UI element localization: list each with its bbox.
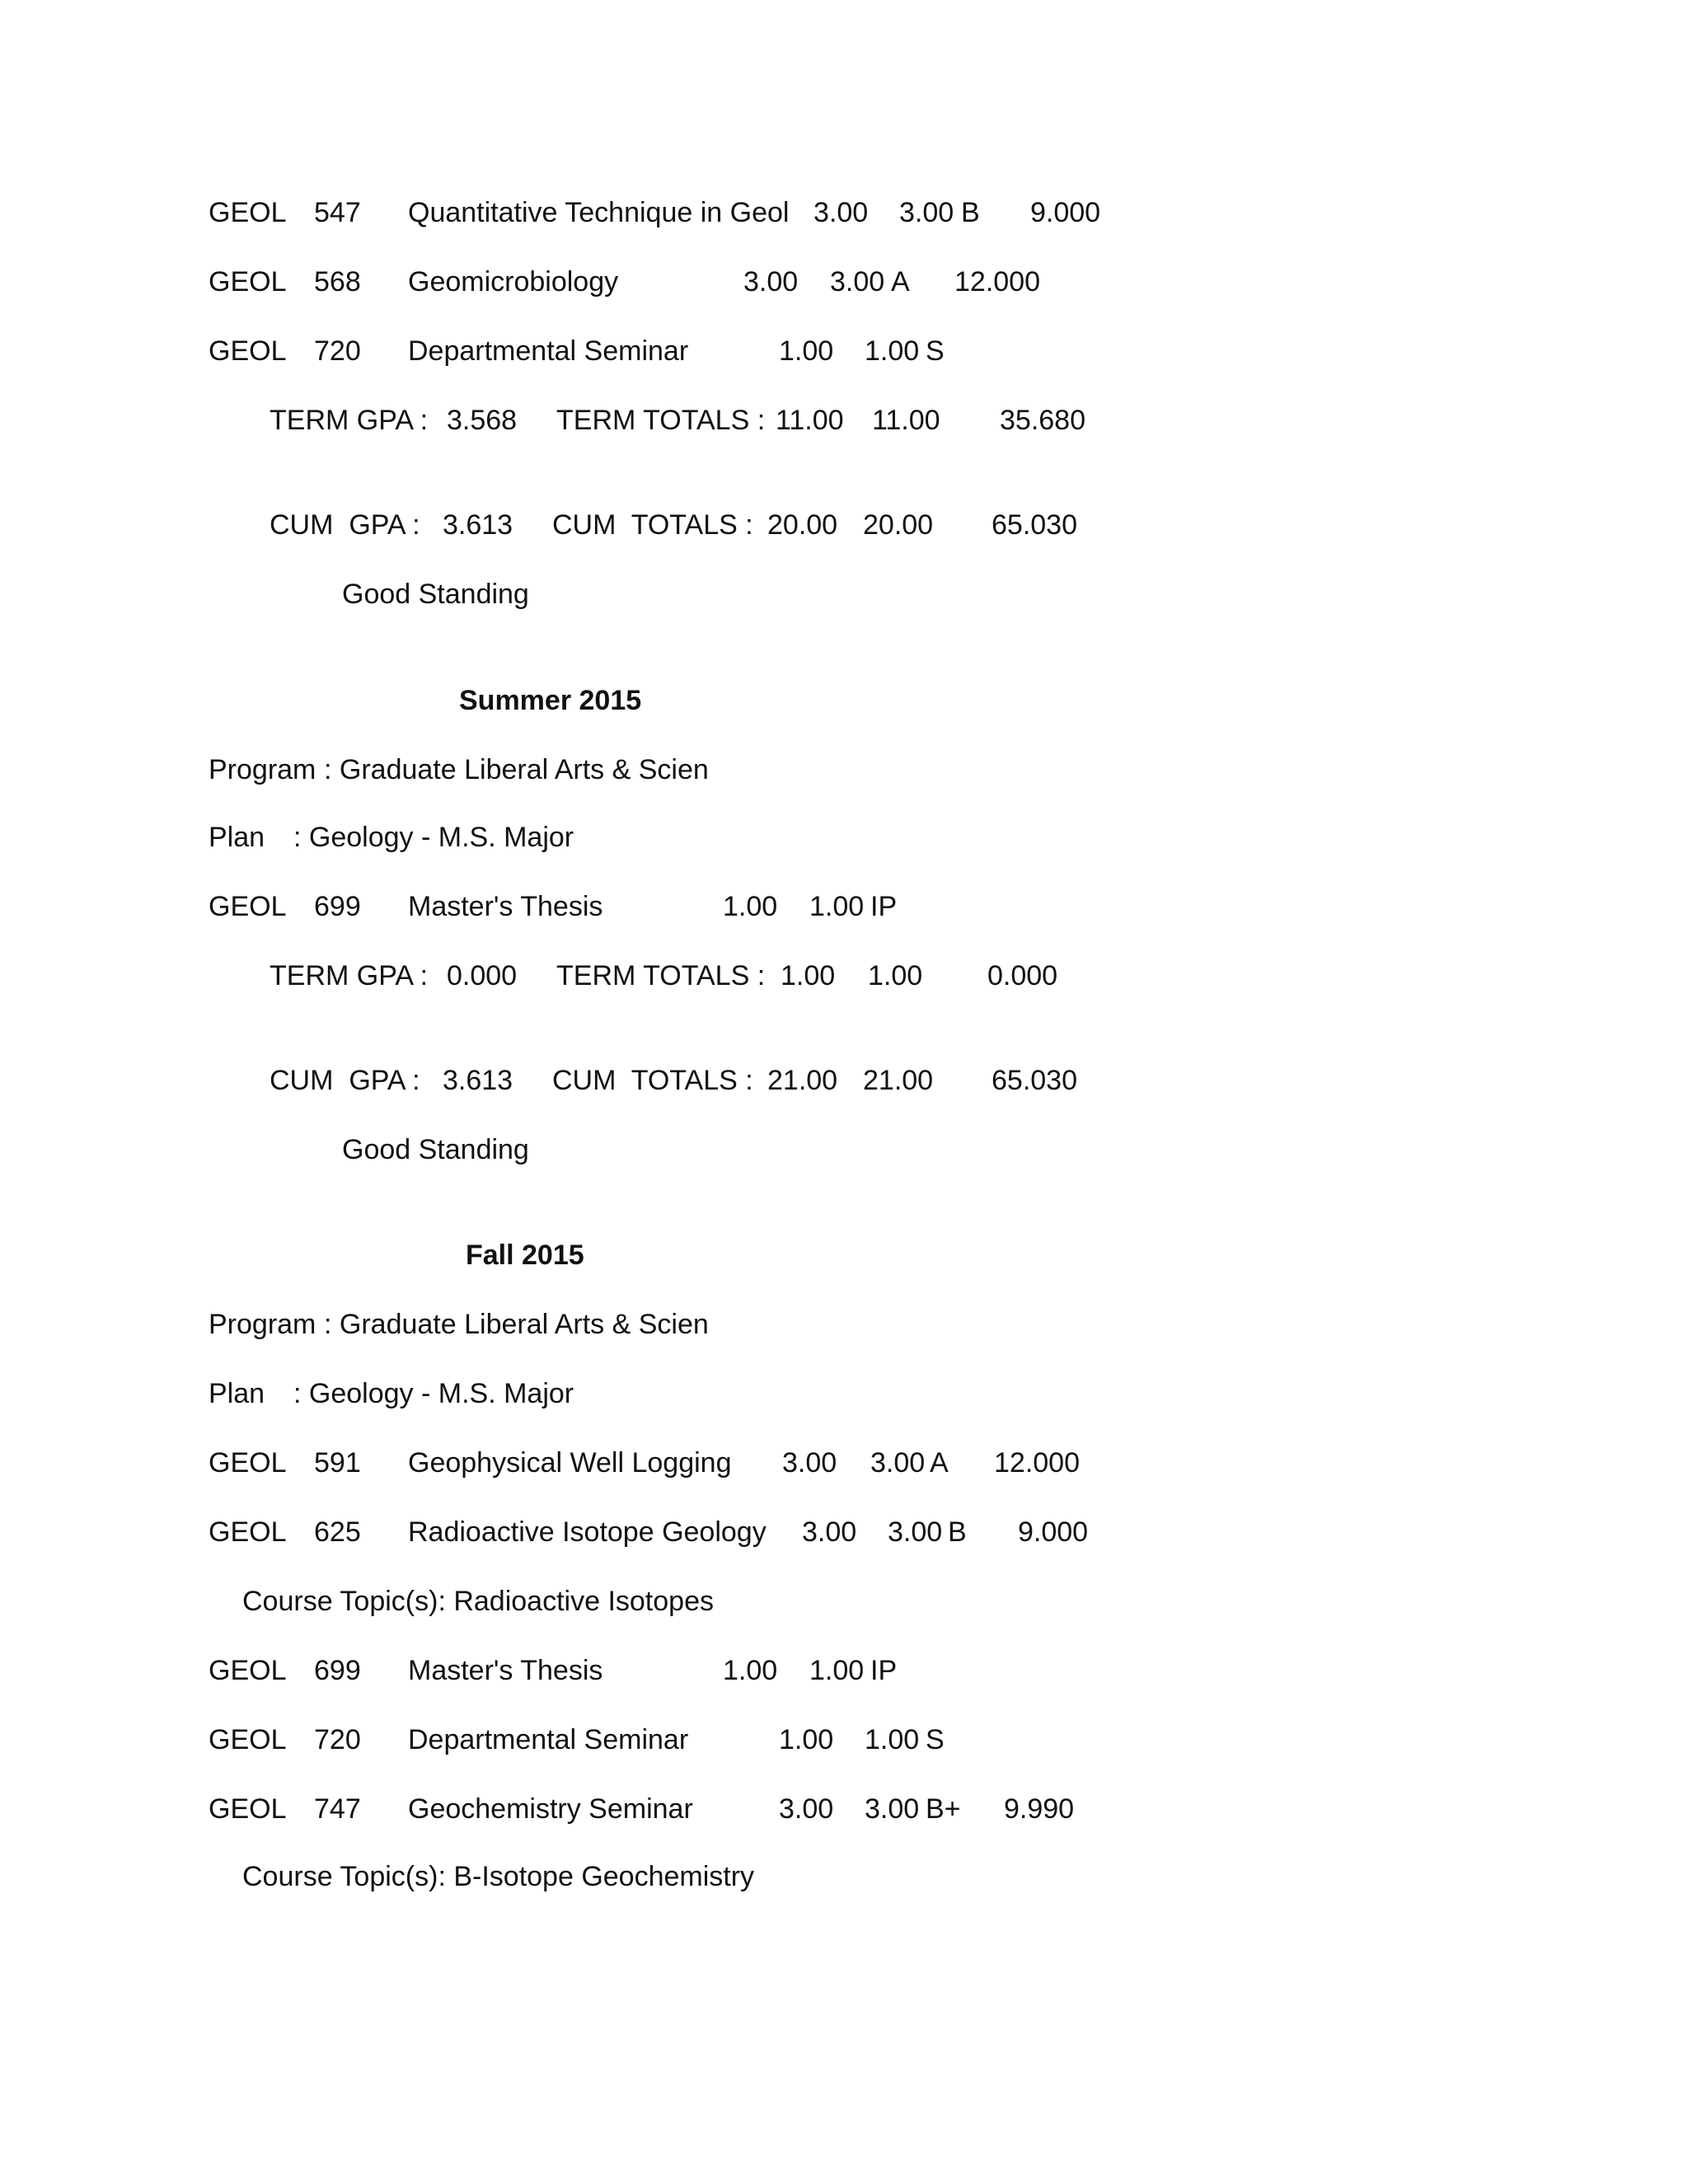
course-subject: GEOL — [209, 1655, 287, 1686]
plan-label: Plan — [209, 1378, 265, 1409]
units-attempted: 1.00 — [723, 891, 778, 922]
units-earned: 3.00 — [830, 266, 885, 298]
course-title: Departmental Seminar — [408, 1724, 689, 1755]
units-earned: 3.00 — [865, 1793, 920, 1825]
course-title: Geochemistry Seminar — [408, 1793, 693, 1825]
course-number: 625 — [314, 1516, 361, 1548]
term-gpa-label: TERM GPA : — [270, 405, 429, 436]
course-subject: GEOL — [209, 1724, 287, 1755]
cum-gpa-value: 3.613 — [443, 1065, 513, 1096]
grade-points: 9.000 — [1030, 197, 1101, 228]
cum-gpa-label: CUM GPA : — [270, 1065, 420, 1096]
cum-units-attempted: 21.00 — [767, 1065, 838, 1096]
course-number: 591 — [314, 1447, 361, 1479]
plan-value: : Geology - M.S. Major — [293, 822, 574, 853]
units-attempted: 1.00 — [723, 1655, 778, 1686]
term-gpa-value: 0.000 — [447, 960, 518, 991]
course-grade: IP — [870, 891, 898, 922]
term-gpa-value: 3.568 — [447, 405, 518, 436]
units-earned: 1.00 — [809, 891, 865, 922]
course-subject: GEOL — [209, 1793, 287, 1825]
term-totals-label: TERM TOTALS : — [556, 405, 766, 436]
units-earned: 1.00 — [809, 1655, 865, 1686]
course-title: Geomicrobiology — [408, 266, 619, 298]
term-heading: Fall 2015 — [466, 1240, 584, 1271]
course-number: 699 — [314, 891, 361, 922]
program-label: Program — [209, 1309, 316, 1340]
units-attempted: 3.00 — [802, 1516, 857, 1548]
units-earned: 3.00 — [888, 1516, 943, 1548]
cum-totals-label: CUM TOTALS : — [552, 1065, 753, 1096]
course-title: Departmental Seminar — [408, 335, 689, 367]
course-subject: GEOL — [209, 266, 287, 298]
cum-gpa-label: CUM GPA : — [270, 509, 420, 541]
course-number: 547 — [314, 197, 361, 228]
term-units-attempted: 1.00 — [781, 960, 836, 991]
cum-totals-label: CUM TOTALS : — [552, 509, 753, 541]
program-value: : Graduate Liberal Arts & Scien — [324, 1309, 709, 1340]
units-earned: 3.00 — [899, 197, 954, 228]
course-grade: S — [926, 335, 945, 367]
course-number: 720 — [314, 335, 361, 367]
cum-units-attempted: 20.00 — [767, 509, 838, 541]
course-title: Master's Thesis — [408, 891, 603, 922]
cum-units-earned: 20.00 — [863, 509, 934, 541]
course-number: 720 — [314, 1724, 361, 1755]
units-earned: 1.00 — [865, 335, 920, 367]
cum-units-earned: 21.00 — [863, 1065, 934, 1096]
plan-label: Plan — [209, 822, 265, 853]
course-topic: Course Topic(s): B-Isotope Geochemistry — [242, 1861, 755, 1892]
academic-standing: Good Standing — [342, 579, 529, 610]
course-subject: GEOL — [209, 335, 287, 367]
course-title: Master's Thesis — [408, 1655, 603, 1686]
term-gpa-label: TERM GPA : — [270, 960, 429, 991]
units-attempted: 3.00 — [782, 1447, 837, 1479]
course-subject: GEOL — [209, 891, 287, 922]
course-topic: Course Topic(s): Radioactive Isotopes — [242, 1586, 714, 1617]
term-units-attempted: 11.00 — [776, 405, 844, 436]
grade-points: 12.000 — [994, 1447, 1080, 1479]
term-units-earned: 1.00 — [868, 960, 923, 991]
grade-points: 9.000 — [1018, 1516, 1089, 1548]
cum-gpa-value: 3.613 — [443, 509, 513, 541]
course-title: Quantitative Technique in Geol — [408, 197, 790, 228]
plan-value: : Geology - M.S. Major — [293, 1378, 574, 1409]
course-grade: A — [891, 266, 910, 298]
course-grade: B+ — [926, 1793, 961, 1825]
units-earned: 1.00 — [865, 1724, 920, 1755]
course-grade: A — [930, 1447, 949, 1479]
grade-points: 9.990 — [1004, 1793, 1075, 1825]
academic-standing: Good Standing — [342, 1134, 529, 1165]
course-number: 699 — [314, 1655, 361, 1686]
course-subject: GEOL — [209, 1516, 287, 1548]
course-subject: GEOL — [209, 1447, 287, 1479]
term-heading: Summer 2015 — [459, 685, 642, 716]
units-attempted: 3.00 — [814, 197, 869, 228]
term-units-earned: 11.00 — [872, 405, 940, 436]
units-attempted: 3.00 — [743, 266, 799, 298]
units-attempted: 1.00 — [779, 335, 834, 367]
term-grade-points: 0.000 — [987, 960, 1058, 991]
course-grade: IP — [870, 1655, 898, 1686]
units-attempted: 3.00 — [779, 1793, 834, 1825]
cum-grade-points: 65.030 — [992, 509, 1077, 541]
term-totals-label: TERM TOTALS : — [556, 960, 766, 991]
course-number: 568 — [314, 266, 361, 298]
program-label: Program — [209, 754, 316, 785]
program-value: : Graduate Liberal Arts & Scien — [324, 754, 709, 785]
cum-grade-points: 65.030 — [992, 1065, 1077, 1096]
units-attempted: 1.00 — [779, 1724, 834, 1755]
course-number: 747 — [314, 1793, 361, 1825]
term-grade-points: 35.680 — [1000, 405, 1085, 436]
course-title: Radioactive Isotope Geology — [408, 1516, 767, 1548]
course-grade: B — [961, 197, 980, 228]
units-earned: 3.00 — [870, 1447, 926, 1479]
course-subject: GEOL — [209, 197, 287, 228]
course-grade: S — [926, 1724, 945, 1755]
course-title: Geophysical Well Logging — [408, 1447, 732, 1479]
course-grade: B — [948, 1516, 967, 1548]
grade-points: 12.000 — [954, 266, 1040, 298]
